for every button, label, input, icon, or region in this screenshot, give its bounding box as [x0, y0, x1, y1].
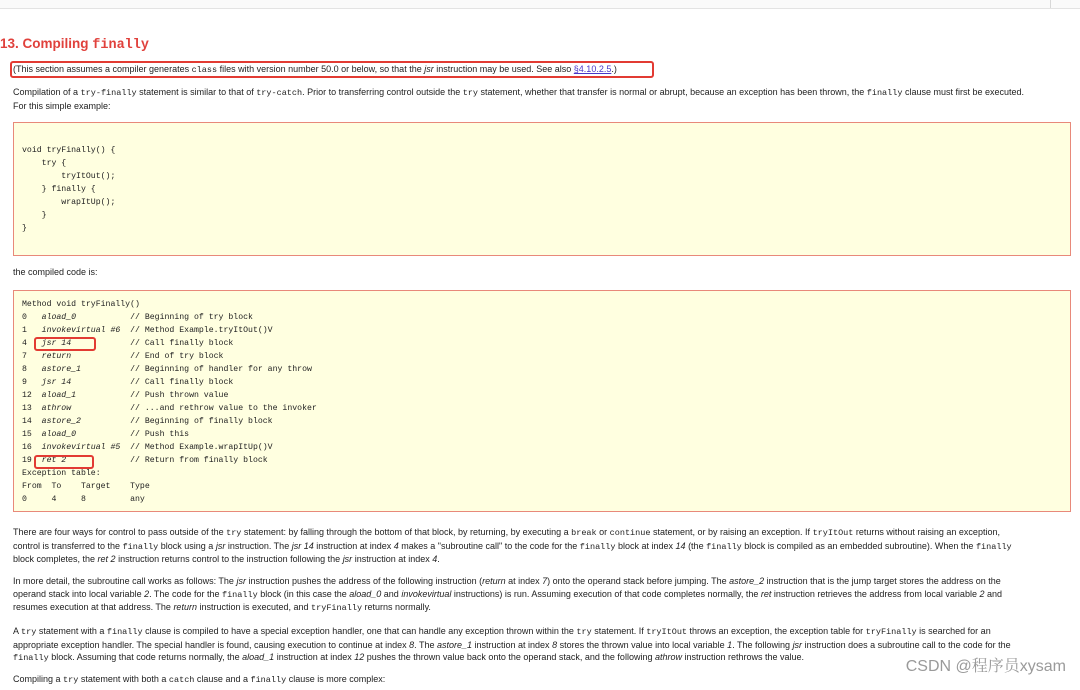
bytecode-index: 9: [22, 378, 42, 387]
emphasis: 14: [675, 540, 686, 551]
jsr-14-highlight: [34, 337, 96, 351]
bytecode-comment: // Call finally block: [130, 378, 234, 387]
exception-table-cell: 4: [51, 495, 81, 504]
emphasis: 1: [727, 639, 733, 650]
text: appropriate exception handler. The special handler is found, causing execution to continue at index: [13, 639, 410, 650]
exception-table-header: Type: [130, 482, 160, 491]
emphasis: return: [173, 602, 197, 612]
bytecode-instruction: aload_0: [41, 430, 77, 439]
bytecode-instruction: astore_2: [41, 417, 81, 426]
text: block at index: [615, 540, 676, 551]
section-keyword: finally: [92, 38, 149, 53]
text: There are four ways for control to pass outside of the: [13, 527, 227, 537]
inline-code: tryFinally: [865, 627, 917, 637]
text: instruction pushes the address of the following instruction (: [245, 576, 483, 586]
note-code: class: [191, 65, 218, 75]
bytecode-instruction: jsr 14: [41, 339, 72, 348]
text: block (in this case the: [257, 588, 350, 599]
inline-code: finally: [706, 541, 742, 552]
emphasis: jsr: [236, 576, 246, 586]
bytecode-box: [13, 290, 1071, 512]
bytecode-index: 12: [22, 391, 42, 400]
inline-code: finally: [122, 541, 159, 552]
exception-table-title: Exception table:: [22, 469, 101, 478]
bytecode-comment: // Call finally block: [130, 339, 234, 348]
text: block is compiled as an embedded subroutine). When the: [741, 540, 976, 551]
top-strip-divider: [0, 0, 1051, 8]
inline-code: finally: [106, 627, 143, 637]
text: .: [437, 554, 440, 564]
section-note: [13, 63, 617, 77]
text: statement is similar to that of: [136, 87, 257, 97]
text: instructions) is run. Assuming execution of that code completes normally, the: [451, 588, 761, 599]
note-text: (This section assumes a compiler generates: [13, 64, 192, 74]
text: operand stack into local variable: [13, 588, 145, 599]
text: and: [381, 588, 402, 599]
bytecode-instruction: ret 2: [41, 456, 67, 465]
bytecode-listing: [22, 298, 317, 506]
exception-table-cell: any: [130, 495, 160, 504]
text: statement with both a: [78, 674, 169, 684]
try-catch-finally-intro: [13, 673, 1071, 687]
text: clause is compiled to have a special exception handler, one that can handle any exception thrown within the: [142, 626, 577, 636]
inline-code: try: [226, 528, 242, 538]
bytecode-comment: // Method Example.wrapItUp()V: [130, 443, 273, 452]
exception-table-cell: 0: [22, 495, 52, 504]
emphasis: jsr: [342, 554, 353, 564]
inline-code: catch: [168, 675, 195, 685]
emphasis: jsr 14: [291, 540, 314, 551]
text: returns normally.: [362, 602, 431, 612]
emphasis: ret: [760, 588, 772, 599]
inline-code: tryItOut: [812, 528, 854, 538]
text: statement. If: [591, 626, 647, 636]
text: block completes, the: [13, 554, 98, 564]
text: statement, or by raising an exception. If: [650, 527, 813, 537]
text: control is transferred to the: [13, 540, 123, 551]
ret-2-highlight: [34, 455, 94, 469]
emphasis: 4: [432, 554, 438, 564]
text: returns without raising an exception,: [853, 527, 1000, 537]
inline-code: finally: [13, 653, 49, 663]
subroutine-detail-paragraph: [13, 575, 1071, 615]
inline-code: try: [576, 627, 592, 637]
bytecode-index: 0: [22, 313, 42, 322]
text: instruction rethrows the value.: [681, 652, 805, 662]
text: clause is more complex:: [286, 674, 386, 684]
text: block using a: [158, 540, 216, 551]
text: instruction retrieves the address from local variable: [771, 588, 980, 599]
bytecode-instruction: athrow: [41, 404, 72, 413]
text: For this simple example:: [13, 100, 111, 111]
inline-code: finally: [221, 589, 258, 600]
inline-code: try: [462, 88, 479, 98]
bytecode-index: 15: [22, 430, 42, 439]
emphasis: jsr: [215, 540, 226, 551]
emphasis: 2: [979, 588, 985, 599]
bytecode-comment: // Beginning of try block: [130, 313, 253, 322]
inline-code: try: [63, 675, 79, 685]
text: . The code for the: [149, 588, 222, 599]
text: instruction does a subroutine call to the code for the: [802, 639, 1011, 650]
bytecode-instruction: jsr 14: [41, 378, 72, 387]
bytecode-index: 14: [22, 417, 42, 426]
bytecode-comment: // Push this: [130, 430, 190, 439]
bytecode-comment: // Beginning of finally block: [130, 417, 273, 426]
exception-table-header: From: [22, 482, 52, 491]
source-code: void tryFinally() { try { tryItOut(); } finally { wrapItUp(); } }: [22, 146, 116, 233]
bytecode-index: 19: [22, 456, 42, 465]
text: instruction is executed, and: [196, 602, 312, 612]
emphasis: astore_1: [436, 639, 473, 650]
emphasis: aload_1: [242, 652, 275, 662]
bytecode-instruction: invokevirtual #5: [41, 443, 121, 452]
control-flow-paragraph: [13, 526, 1071, 566]
text: . Prior to transferring control outside the: [302, 87, 463, 97]
bytecode-comment: // ...and rethrow value to the invoker: [130, 404, 317, 413]
text: . The: [414, 639, 437, 650]
text: clause must first be executed.: [902, 87, 1025, 97]
bytecode-index: 16: [22, 443, 42, 452]
compiled-label: the compiled code is:: [13, 267, 98, 277]
inline-code: continue: [609, 528, 651, 538]
text: resumes execution at that address. The: [13, 602, 174, 612]
text: stores the thrown value into local variable: [557, 639, 728, 650]
inline-code: tryItOut: [646, 627, 688, 637]
text: Compiling a: [13, 674, 64, 684]
text: A: [13, 626, 22, 636]
bytecode-comment: // Beginning of handler for any throw: [130, 365, 312, 374]
text: clause and a: [194, 674, 251, 684]
text: Compilation of a: [13, 87, 81, 97]
text: instruction at index: [313, 540, 394, 551]
section-number: 13. Compiling: [0, 36, 93, 51]
text: and: [984, 588, 1002, 599]
text: is searched for an: [916, 626, 991, 636]
csdn-watermark: CSDN @程序员xysam: [905, 658, 1066, 675]
inline-code: finally: [579, 541, 616, 552]
emphasis: astore_2: [729, 576, 765, 586]
text: instruction. The: [225, 540, 292, 551]
inline-code: finally: [250, 675, 287, 685]
text: makes a "subroutine call" to the code for the: [398, 540, 580, 551]
bytecode-instruction: aload_0: [41, 313, 77, 322]
note-text: instruction may be used. See also: [433, 64, 574, 74]
text: statement with a: [36, 626, 107, 636]
inline-code: try-finally: [80, 88, 137, 98]
spec-reference-link[interactable]: §4.10.2.5: [573, 64, 612, 74]
source-code-box: [13, 122, 1071, 256]
text: block. Assuming that code returns normally, the: [48, 652, 243, 662]
text: instruction at index: [274, 652, 355, 662]
exception-table-header: Target: [80, 482, 131, 491]
emphasis: aload_0: [349, 588, 382, 599]
note-emphasis: jsr: [424, 64, 434, 74]
bytecode-instruction: astore_1: [41, 365, 81, 374]
text: throws an exception, the exception table for: [687, 626, 866, 636]
inline-code: try: [21, 627, 37, 637]
emphasis: return: [482, 576, 506, 586]
text: ) onto the operand stack before jumping. The: [547, 576, 730, 586]
bytecode-comment: // Return from finally block: [130, 456, 268, 465]
emphasis: ret 2: [97, 554, 116, 564]
bytecode-comment: // Push thrown value: [130, 391, 229, 400]
note-text: files with version number 50.0 or below, so that the: [217, 64, 425, 74]
emphasis: 7: [542, 576, 548, 586]
text: at index: [505, 576, 543, 586]
bytecode-index: 7: [22, 352, 42, 361]
bytecode-instruction: return: [41, 352, 72, 361]
bytecode-index: 8: [22, 365, 42, 374]
text: or: [596, 527, 610, 537]
bytecode-instruction: invokevirtual #6: [41, 326, 121, 335]
emphasis: 2: [144, 588, 150, 599]
text: instruction at index: [472, 639, 553, 650]
text: instruction that is the jump target stores the address on the: [764, 576, 1001, 586]
emphasis: 4: [393, 540, 399, 551]
text: pushes the thrown value back onto the operand stack, and the following: [364, 652, 655, 662]
inline-code: finally: [866, 88, 903, 98]
note-text: .): [611, 64, 617, 74]
bytecode-index: 13: [22, 404, 42, 413]
inline-code: try-catch: [256, 88, 303, 98]
text: . The following: [732, 639, 793, 650]
text: instruction at index: [352, 554, 433, 564]
bytecode-comment: // Method Example.tryItOut()V: [130, 326, 273, 335]
emphasis: 8: [552, 639, 558, 650]
browser-top-strip: [0, 0, 1080, 9]
text: (the: [685, 540, 707, 551]
bytecode-header: Method void tryFinally(): [22, 300, 140, 309]
emphasis: 8: [409, 639, 415, 650]
inline-code: break: [571, 528, 597, 538]
text: In more detail, the subroutine call works as follows: The: [13, 576, 237, 586]
text: instruction returns control to the instruction following the: [115, 554, 343, 564]
text: statement: by falling through the bottom of that block, by returning, by executing a: [241, 527, 572, 537]
inline-code: finally: [975, 541, 1012, 552]
text: statement, whether that transfer is normal or abrupt, because an exception has been thrown, the: [478, 87, 867, 97]
emphasis: jsr: [792, 639, 803, 650]
bytecode-index: 4: [22, 339, 42, 348]
emphasis: invokevirtual: [401, 588, 452, 599]
section-heading: [0, 36, 149, 54]
emphasis: athrow: [654, 652, 682, 662]
bytecode-instruction: aload_1: [41, 391, 77, 400]
exception-table-header: To: [51, 482, 81, 491]
exception-table-cell: 8: [80, 495, 131, 504]
emphasis: 12: [354, 652, 365, 662]
intro-paragraph: [13, 86, 1071, 112]
bytecode-index: 1: [22, 326, 42, 335]
inline-code: tryFinally: [311, 603, 363, 613]
bytecode-comment: // End of try block: [130, 352, 224, 361]
